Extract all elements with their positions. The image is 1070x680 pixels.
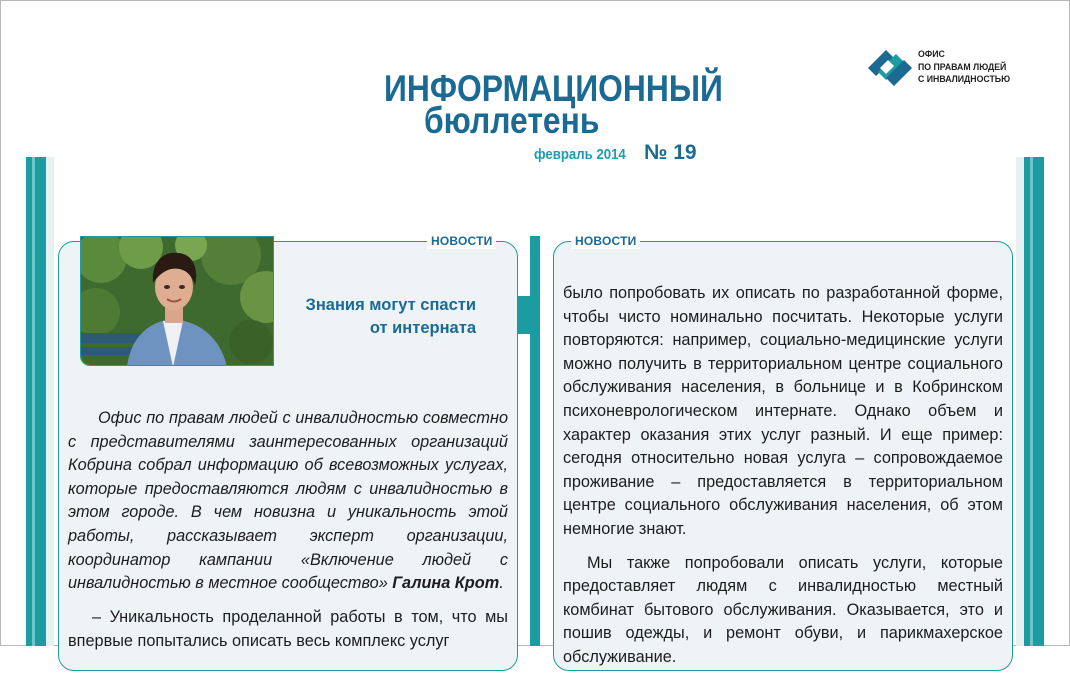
org-name-line3: С ИНВАЛИДНОСТЬЮ xyxy=(918,74,1011,85)
article-lead xyxy=(68,407,508,596)
section-label-news-left: НОВОСТИ xyxy=(427,233,496,249)
section-label-news-right: НОВОСТИ xyxy=(571,233,640,249)
left-side-bar-inner xyxy=(46,157,54,646)
bulletin-title-line1: ИНФОРМАЦИОННЫЙ xyxy=(384,68,723,109)
article-body-left xyxy=(68,606,508,653)
issue-number: № 19 xyxy=(644,141,697,164)
left-side-bar xyxy=(26,157,46,646)
body-paragraph-left: – Уникальность проделанной работы в том, что мы впервые попытались описать весь комплекс услуг xyxy=(68,608,508,650)
lead-text: Офис по правам людей с инвалидностью совместно с представителями заинтересованных организаций Кобрина собрал информацию об всевозможных услугах, которые предоставляются людям с инвалидностью в этом городе. В чем новизна и уникальность этой работы, рассказывает эксперт организации, координатор кампании «Включение людей с инвалидностью в местное сообщество» xyxy=(68,409,508,593)
lead-end: . xyxy=(499,574,504,593)
article-body-right xyxy=(563,282,1003,680)
center-divider-notch xyxy=(518,296,530,334)
article-headline xyxy=(290,294,476,340)
body-paragraph-right-1: было попробовать их описать по разработанной форме, чтобы чисто номинально посчитать. Некоторые услуги повторяются: например, социально-медицинские услуги можно получить в территориальном центре социального обслуживания населения, в больнице и в Кобринском психоневрологическом интернате. Однако объем и характер оказания этих услуг разный. И еще пример: сегодня относительно новая услуга – сопровождаемое проживание – предоставляется в территориальном центре социального обслуживания населения, об этом немногие знают. xyxy=(563,284,1003,538)
issue-date: февраль 2014 xyxy=(534,146,626,163)
right-side-bar xyxy=(1024,157,1044,646)
office-logo-icon xyxy=(864,46,918,92)
center-divider xyxy=(530,236,540,646)
org-name-line2: ПО ПРАВАМ ЛЮДЕЙ xyxy=(918,61,1007,73)
organization-name xyxy=(918,49,1010,87)
portrait-photo xyxy=(80,236,274,366)
org-name-line1: ОФИС xyxy=(918,49,945,60)
right-side-bar-inner xyxy=(1016,157,1024,646)
bulletin-title-line2: бюллетень xyxy=(424,100,600,141)
lead-author: Галина Крот xyxy=(392,574,500,593)
body-paragraph-right-2: Мы также попробовали описать услуги, которые предоставляет людям с инвалидностью местный комбинат бытового обслуживания. Оказывается, это и пошив одежды, и ремонт обуви, и парикмахерское обслуживание. xyxy=(563,553,1003,666)
headline-line1: Знания могут спасти xyxy=(305,296,476,314)
headline-line2: от интерната xyxy=(369,319,476,337)
